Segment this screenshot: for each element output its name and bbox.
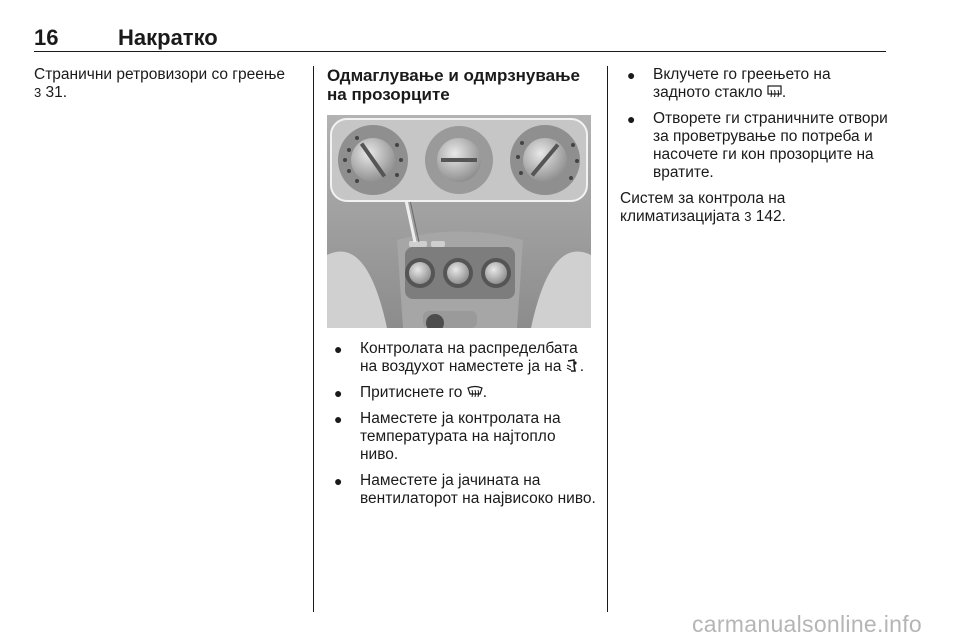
list-item bbox=[327, 384, 597, 402]
bullet: ● bbox=[334, 473, 343, 489]
rear-window-heating-icon bbox=[767, 85, 782, 99]
reference-text: Систем за контрола на климатизацијата bbox=[620, 190, 786, 225]
step-suffix: . bbox=[482, 384, 487, 401]
step-suffix: . bbox=[781, 84, 787, 101]
defrost-steps-list bbox=[327, 340, 597, 508]
section-heading-line-2: на прозорците bbox=[327, 85, 450, 104]
step-text: Вклучете го греењето на задното стакло bbox=[653, 66, 831, 101]
mirror-heating-text: Странични ретровизори со греење bbox=[34, 66, 286, 83]
page-number: 16 bbox=[34, 25, 59, 50]
step-text: Наместете ја контролата на температурата на најтопло ниво. bbox=[360, 410, 561, 463]
bullet: ● bbox=[334, 341, 343, 357]
windscreen-defrost-air-distribution-icon bbox=[566, 359, 580, 373]
bullet: ● bbox=[627, 67, 636, 83]
column-divider-left bbox=[313, 66, 314, 612]
step-suffix: . bbox=[579, 358, 585, 375]
page-reference-link[interactable]: 31. bbox=[41, 84, 68, 101]
climate-control-illustration bbox=[327, 115, 591, 328]
page-reference-arrow-icon: 3 bbox=[34, 85, 42, 100]
bullet: ● bbox=[334, 385, 343, 401]
section-heading bbox=[327, 66, 597, 104]
bullet: ● bbox=[334, 411, 343, 427]
list-item bbox=[327, 340, 597, 376]
page-reference-link[interactable]: 142. bbox=[751, 208, 786, 225]
bullet: ● bbox=[627, 111, 636, 127]
step-text: Притиснете го bbox=[360, 384, 467, 401]
climate-control-reference bbox=[620, 190, 890, 226]
step-text: Наместете ја јачината на вентилаторот на највисоко ниво. bbox=[360, 472, 596, 507]
step-text: Отворете ги страничните отвори за проветрување по потреба и насочете ги кон прозорците на вратите. bbox=[653, 110, 888, 181]
section-heading-line-1: Одмаглување и одмрзнување bbox=[327, 66, 580, 85]
left-column bbox=[34, 66, 304, 102]
page-header bbox=[34, 25, 886, 52]
page-reference-arrow-icon: 3 bbox=[744, 209, 752, 224]
right-column bbox=[620, 66, 890, 226]
page-title: Накратко bbox=[118, 25, 218, 50]
front-defrost-button-icon bbox=[467, 385, 483, 399]
list-item bbox=[327, 472, 597, 508]
list-item bbox=[327, 410, 597, 464]
middle-column bbox=[327, 66, 597, 516]
step-text: Контролата на распределбата на воздухот наместете ја на bbox=[360, 340, 578, 375]
additional-steps-list bbox=[620, 66, 890, 182]
list-item bbox=[620, 110, 890, 182]
list-item bbox=[620, 66, 890, 102]
column-divider-right bbox=[607, 66, 608, 612]
watermark: carmanualsonline.info bbox=[691, 611, 922, 637]
